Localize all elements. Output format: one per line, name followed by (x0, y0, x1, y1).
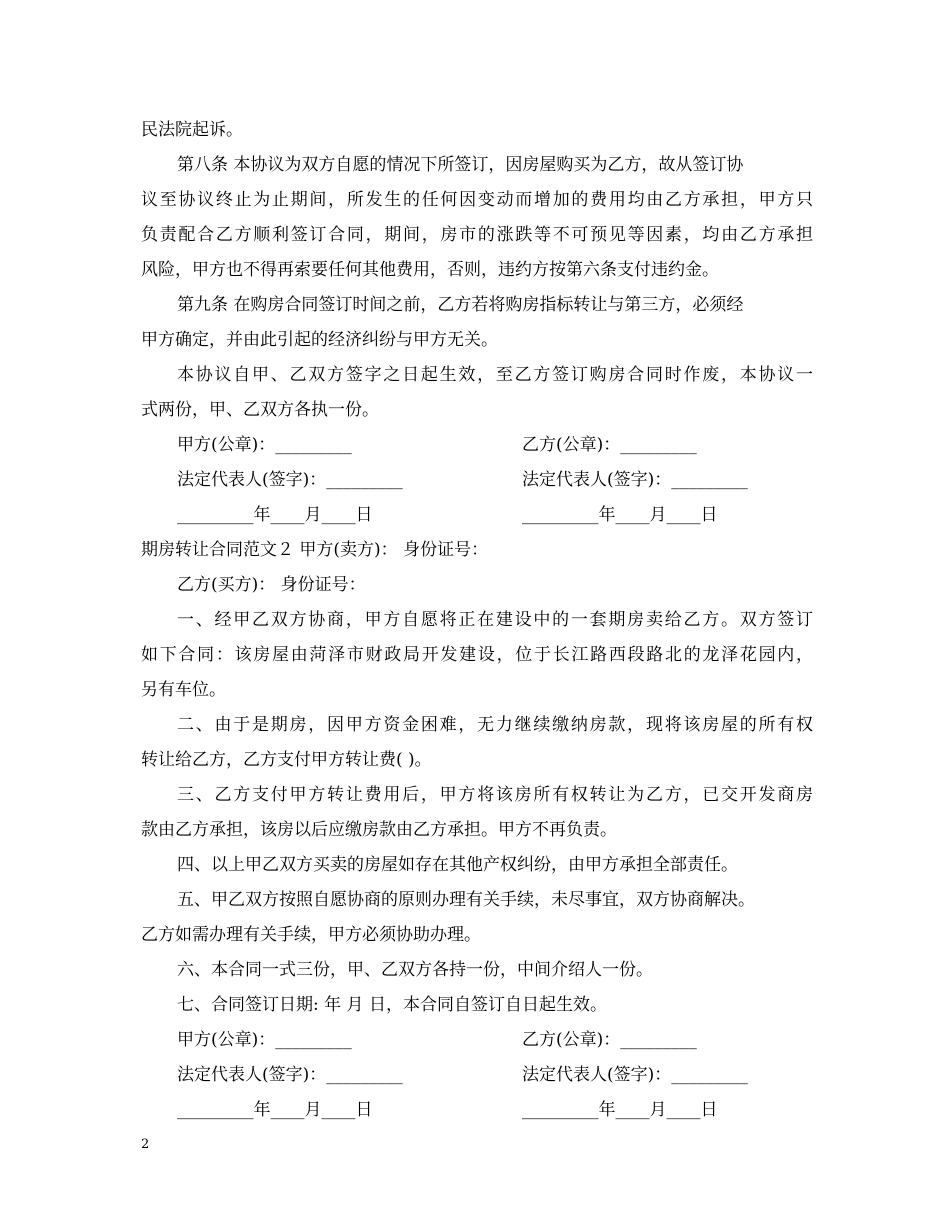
clause-3-line-1: 三、乙方支付甲方转让费用后，甲方将该房所有权转让为乙方，已交开发商房 (177, 785, 813, 805)
clause-2-line-1: 二、由于是期房，因甲方资金困难，无力继续缴纳房款，现将该房屋的所有权 (177, 715, 813, 735)
clause-6-line: 六、本合同一式三份，甲、乙双方各持一份，中间介绍人一份。 (177, 960, 653, 980)
party-b-rep-signature-field-2: 法定代表人(签字)：_________ (522, 1065, 748, 1085)
buyer-line: 乙方(买方)： 身份证号： (177, 575, 366, 595)
party-a-rep-signature-field-2: 法定代表人(签字)：_________ (177, 1065, 403, 1085)
party-b-seal-field-2: 乙方(公章)：_________ (522, 1030, 697, 1050)
clause-4-line: 四、以上甲乙双方买卖的房屋如存在其他产权纠纷，由甲方承担全部责任。 (177, 855, 738, 875)
article-8-line-4: 风险，甲方也不得再索要任何其他费用，否则，违约方按第六条支付违约金。 (141, 260, 719, 280)
article-9-line-1: 第九条 在购房合同签订时间之前，乙方若将购房指标转让与第三方，必须经 (177, 295, 744, 315)
clause-7-line: 七、合同签订日期: 年 月 日，本合同自签订自日起生效。 (177, 995, 607, 1015)
party-a-rep-signature-field: 法定代表人(签字)：_________ (177, 470, 403, 490)
effect-clause-line-2: 式两份，甲、乙双方各执一份。 (141, 400, 379, 420)
paragraph-line: 民法院起诉。 (141, 120, 243, 140)
clause-1-line-1: 一、经甲乙双方协商，甲方自愿将正在建设中的一套期房卖给乙方。双方签订 (177, 610, 813, 630)
clause-1-line-3: 另有车位。 (141, 680, 226, 700)
party-a-date-field: _________年____月____日 (177, 505, 373, 525)
article-8-line-1: 第八条 本协议为双方自愿的情况下所签订，因房屋购买为乙方，故从签订协 (177, 155, 744, 175)
effect-clause-line-1: 本协议自甲、乙双方签字之日起生效，至乙方签订购房合同时作废，本协议一 (177, 365, 813, 385)
party-b-rep-signature-field: 法定代表人(签字)：_________ (522, 470, 748, 490)
party-b-date-field-2: _________年____月____日 (522, 1100, 718, 1120)
party-a-date-field-2: _________年____月____日 (177, 1100, 373, 1120)
article-9-line-2: 甲方确定，并由此引起的经济纠纷与甲方无关。 (141, 330, 498, 350)
article-8-line-3: 负责配合乙方顺利签订合同，期间，房市的涨跌等不可预见等因素，均由乙方承担 (141, 225, 813, 245)
party-b-date-field: _________年____月____日 (522, 505, 718, 525)
clause-5-line-1: 五、甲乙双方按照自愿协商的原则办理有关手续，未尽事宜，双方协商解决。 (177, 890, 755, 910)
party-b-seal-field: 乙方(公章)：_________ (522, 435, 697, 455)
clause-3-line-2: 款由乙方承担，该房以后应缴房款由乙方承担。甲方不再负责。 (141, 820, 617, 840)
page-number: 2 (141, 1137, 150, 1152)
party-a-seal-field: 甲方(公章)：_________ (177, 435, 352, 455)
clause-5-line-2: 乙方如需办理有关手续，甲方必须协助办理。 (141, 925, 481, 945)
contract-2-heading: 期房转让合同范文２ 甲方(卖方)： 身份证号： (141, 540, 489, 560)
clause-1-line-2: 如下合同：该房屋由菏泽市财政局开发建设，位于长江路西段路北的龙泽花园内， (141, 645, 813, 665)
article-8-line-2: 议至协议终止为止期间，所发生的任何因变动而增加的费用均由乙方承担，甲方只 (141, 190, 813, 210)
clause-2-line-2: 转让给乙方，乙方支付甲方转让费( )。 (141, 750, 432, 770)
party-a-seal-field-2: 甲方(公章)：_________ (177, 1030, 352, 1050)
